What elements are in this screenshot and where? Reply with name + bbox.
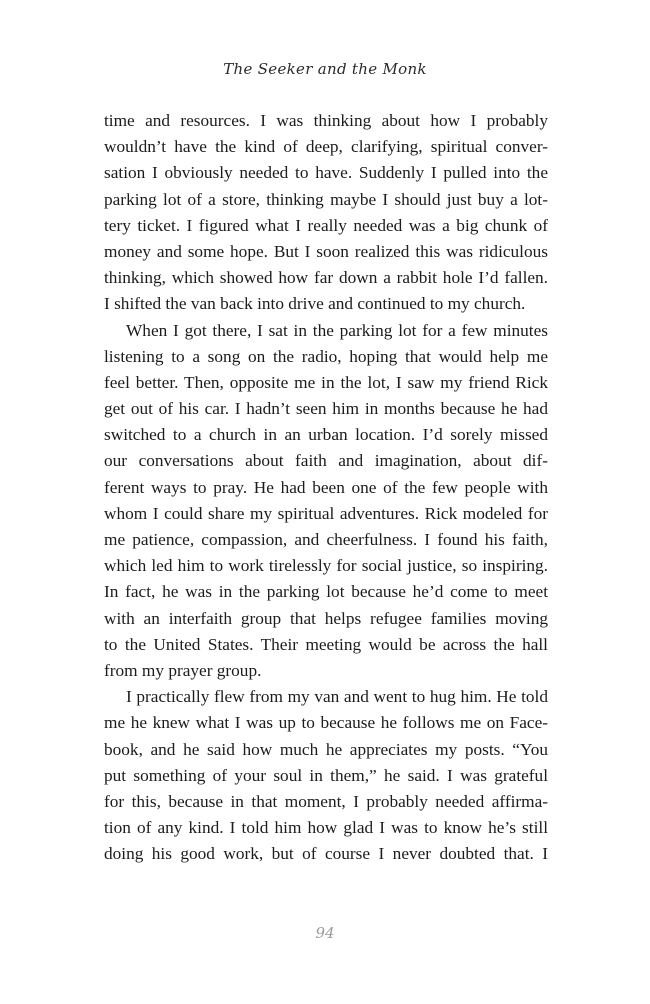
text-line: sation I obviously needed to have. Suddenly I pulled into the [104, 163, 548, 183]
text-line: put something of your soul in them,” he said. I was grateful [104, 765, 548, 785]
text-line: When I got there, I sat in the parking lot for a few minutes [126, 320, 548, 340]
text-line: for this, because in that moment, I probably needed affirma- [104, 791, 548, 811]
text-line: book, and he said how much he appreciates my posts. “You [104, 739, 548, 759]
text-line: me he knew what I was up to because he follows me on Face- [104, 713, 548, 733]
text-line: doing his good work, but of course I never doubted that. I [104, 844, 548, 864]
text-line: I shifted the van back into drive and continued to my church. [104, 294, 526, 314]
text-line: our conversations about faith and imagination, about dif- [104, 451, 548, 471]
paragraph [104, 108, 548, 318]
text-line: which led him to work tirelessly for social justice, so inspiring. [104, 556, 548, 576]
running-title: The Seeker and the Monk [223, 60, 427, 78]
text-line: parking lot of a store, thinking maybe I should just buy a lot- [104, 189, 548, 209]
body-text [104, 108, 548, 867]
text-line: tion of any kind. I told him how glad I was to know he’s still [104, 818, 548, 838]
text-line: money and some hope. But I soon realized this was ridiculous [104, 241, 548, 261]
text-line: get out of his car. I hadn’t seen him in months because he had [104, 399, 548, 419]
page-number: 94 [315, 924, 335, 942]
text-line: I practically flew from my van and went to hug him. He told [126, 687, 548, 707]
paragraph [104, 318, 548, 685]
text-line: thinking, which showed how far down a rabbit hole I’d fallen. [104, 268, 548, 288]
text-line: listening to a song on the radio, hoping that would help me [104, 346, 548, 366]
text-line: wouldn’t have the kind of deep, clarifying, spiritual conver- [104, 137, 548, 157]
text-line: whom I could share my spiritual adventures. Rick modeled for [104, 503, 548, 523]
text-line: tery ticket. I figured what I really needed was a big chunk of [104, 215, 548, 235]
text-line: feel better. Then, opposite me in the lot, I saw my friend Rick [104, 372, 548, 392]
text-line: time and resources. I was thinking about how I probably [104, 111, 548, 130]
text-line: with an interfaith group that helps refugee families moving [104, 608, 548, 628]
text-line: to the United States. Their meeting would be across the hall [104, 634, 548, 654]
text-line: me patience, compassion, and cheerfulness. I found his faith, [104, 530, 548, 549]
text-line: ferent ways to pray. He had been one of the few people with [104, 477, 548, 497]
text-line: switched to a church in an urban location. I’d sorely missed [104, 425, 548, 445]
text-line: In fact, he was in the parking lot because he’d come to meet [104, 582, 548, 602]
text-line: from my prayer group. [104, 660, 262, 680]
paragraph [104, 684, 548, 867]
